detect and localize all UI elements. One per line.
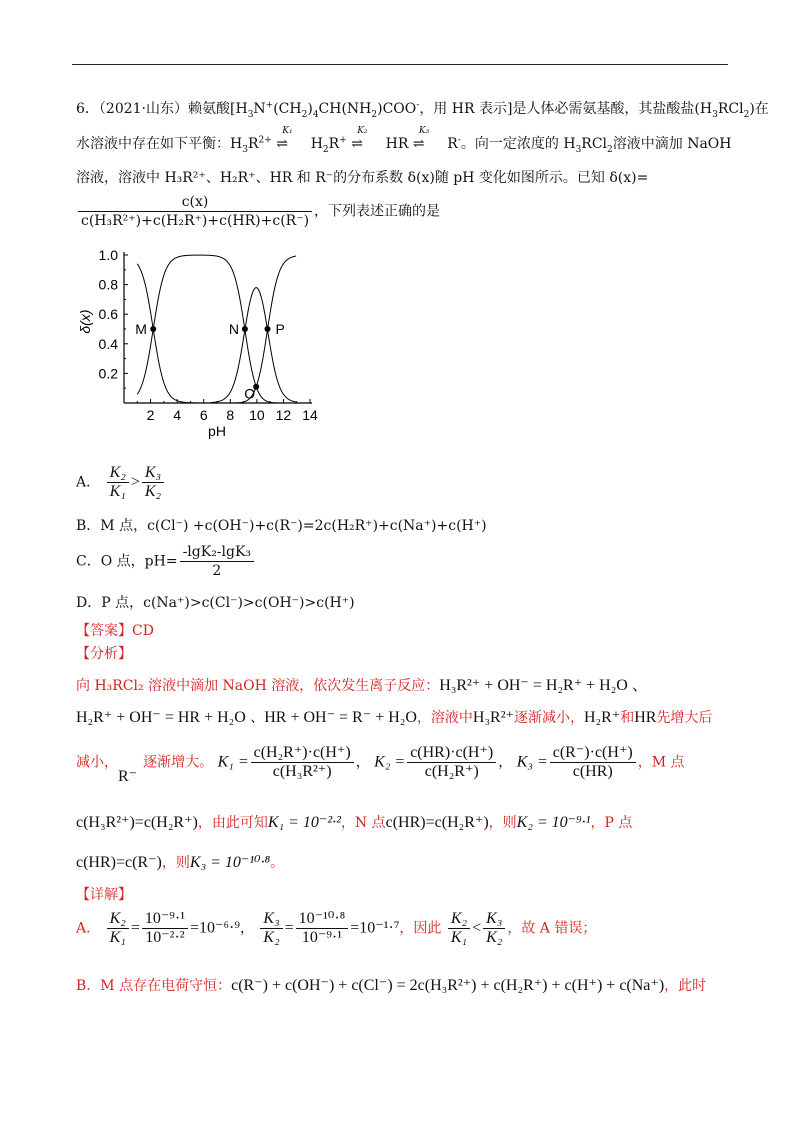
species-curve: [230, 256, 296, 403]
x-tick-label: 8: [226, 407, 235, 423]
question-line-1: 6．（2021·山东）赖氨酸[$H_3N^+(CH_2)_4CH(NH_2)COO^-$，用 HR 表示]是人体必需氨基酸，其盐酸盐$(H_3RCl_2)$在: [76, 100, 769, 120]
equilibrium-arrow-3: K₃ ⇌: [412, 126, 430, 152]
distribution-definition: $\frac{c(x)}{\text{c(H₃R²⁺)+c(H₂R⁺)+c(HR)+c(R⁻)}}$ ，下列表述正确的是: [76, 193, 440, 230]
answer-value: CD: [132, 623, 154, 639]
question-number: 6．: [76, 101, 99, 117]
analysis-line-2: H₂R⁺ + OH⁻ = HR + H₂O 、HR + OH⁻ = R⁻ + H₂O，溶液中H₃R²⁺逐渐减小，H₂R⁺和HR先增大后: [76, 709, 713, 726]
species-curve: [137, 264, 276, 403]
x-tick-label: 6: [199, 407, 208, 423]
analysis-label: 【分析】: [76, 646, 132, 662]
detail-b: B．M 点存在电荷守恒：c(R⁻) + c(OH⁻) + c(Cl⁻) = 2c(H₃R²⁺) + c(H₂R⁺) + c(H⁺) + c(Na⁺)，此时: [76, 977, 707, 994]
point-m: [150, 326, 156, 332]
x-axis-label: pH: [208, 423, 226, 439]
equilibrium-arrow-1: K₁ ⇌: [276, 126, 293, 152]
x-tick-label: 10: [249, 407, 265, 423]
y-tick-label: 0.6: [98, 306, 118, 323]
y-tick-label: 0.2: [98, 365, 118, 382]
y-tick-label: 0.4: [98, 335, 118, 352]
y-tick-label: 0.8: [98, 276, 118, 293]
distribution-chart: [70, 240, 360, 450]
option-a: A． $\frac{\text{K₂}}{\text{K₁}}$ > $\frac{\text{K₃}}{\text{K₂}}$: [76, 464, 166, 501]
x-tick-label: 12: [275, 407, 292, 423]
option-b: B．M 点，c(Cl⁻) +c(OH⁻)+c(R⁻)=2c(H₂R⁺)+c(Na⁺)+c(H⁺): [76, 518, 487, 534]
detail-a: A． $\frac{\text{K₂}}{\text{K₁}}$ = $\frac{\text{10⁻⁹·¹}}{\text{10⁻²·²}}$ =10⁻⁶·⁹， $\frac{\text{K₃}}{\text{K₂}}$ = $\frac{\text{10⁻¹⁰·⁸}}{\text{10⁻⁹·¹}}$ =10⁻¹·⁷，因此 $\frac{\text{K₂}}{\text{K₁}}$ < $\frac{\text{K₃}}{\text{K₂}}$ ，故 A 错误；: [76, 910, 597, 946]
analysis-line-4: c(H₃R²⁺)=c(H₂R⁺)，由此可知K₁ = 10⁻²·²，N 点c(HR)=c(H₂R⁺)，则K₂ = 10⁻⁹·¹，P 点: [76, 814, 633, 831]
point-p: [264, 326, 270, 332]
analysis-line-3: 减小，R⁻逐渐增大。 K₁ = $\frac{\text{c(H₂R⁺)·c(H⁺)}}{\text{c(H₃R²⁺)}}$ ， K₂ = $\frac{c(HR)\cdot c(H^+)}{\text{c(H₂R⁺)}}$ ， K₃ = $\frac{c(R^-)\cdot c(H^+)}{c(HR)}$ ，M 点: [76, 744, 685, 785]
point-label-m: M: [135, 321, 147, 337]
equilibrium-arrow-2: K₂ ⇌: [351, 126, 368, 152]
point-label-o: O: [244, 385, 256, 402]
header-rule: [72, 64, 728, 65]
analysis-line-5: c(HR)=c(R⁻)，则K₃ = 10⁻¹⁰·⁸。: [76, 854, 285, 871]
y-tick-label: 1.0: [98, 247, 118, 263]
analysis-line-1: 向 H₃RCl₂ 溶液中滴加 NaOH 溶液，依次发生离子反应：H₃R²⁺ + OH⁻ = H₂R⁺ + H₂O 、: [76, 677, 648, 694]
option-c: C．O 点，pH= $\frac{\text{-lgK₂-lgK₃}}{2}$: [76, 543, 256, 580]
answer: 【答案】CD: [76, 623, 154, 639]
question-line-3: 溶液，溶液中 H₃R²⁺、H₂R⁺、HR 和 R⁻的分布系数 δ(x)随 pH 变化如图所示。已知 δ(x)=: [76, 170, 649, 186]
option-d: D．P 点，c(Na⁺)>c(Cl⁻)>c(OH⁻)>c(H⁺): [76, 595, 355, 611]
point-label-n: N: [228, 321, 240, 337]
y-axis-label: δ(x): [77, 309, 93, 334]
x-tick-label: 14: [302, 407, 318, 423]
question-line-2: 水溶液中存在如下平衡：$H_3R^{2+}$ K₁ ⇌ $H_2R^+$ K₂ ⇌ HR K₃ ⇌ R-。向一定浓度的 $H_3RCl_2$溶液中滴加 NaOH: [76, 126, 732, 155]
species-curve: [137, 255, 296, 403]
detail-label: 【详解】: [76, 887, 132, 903]
question-source: （2021·山东）: [98, 101, 189, 117]
x-tick-label: 2: [146, 407, 155, 423]
point-label-p: P: [275, 321, 285, 337]
point-n: [242, 326, 248, 332]
x-tick-label: 4: [173, 407, 182, 423]
